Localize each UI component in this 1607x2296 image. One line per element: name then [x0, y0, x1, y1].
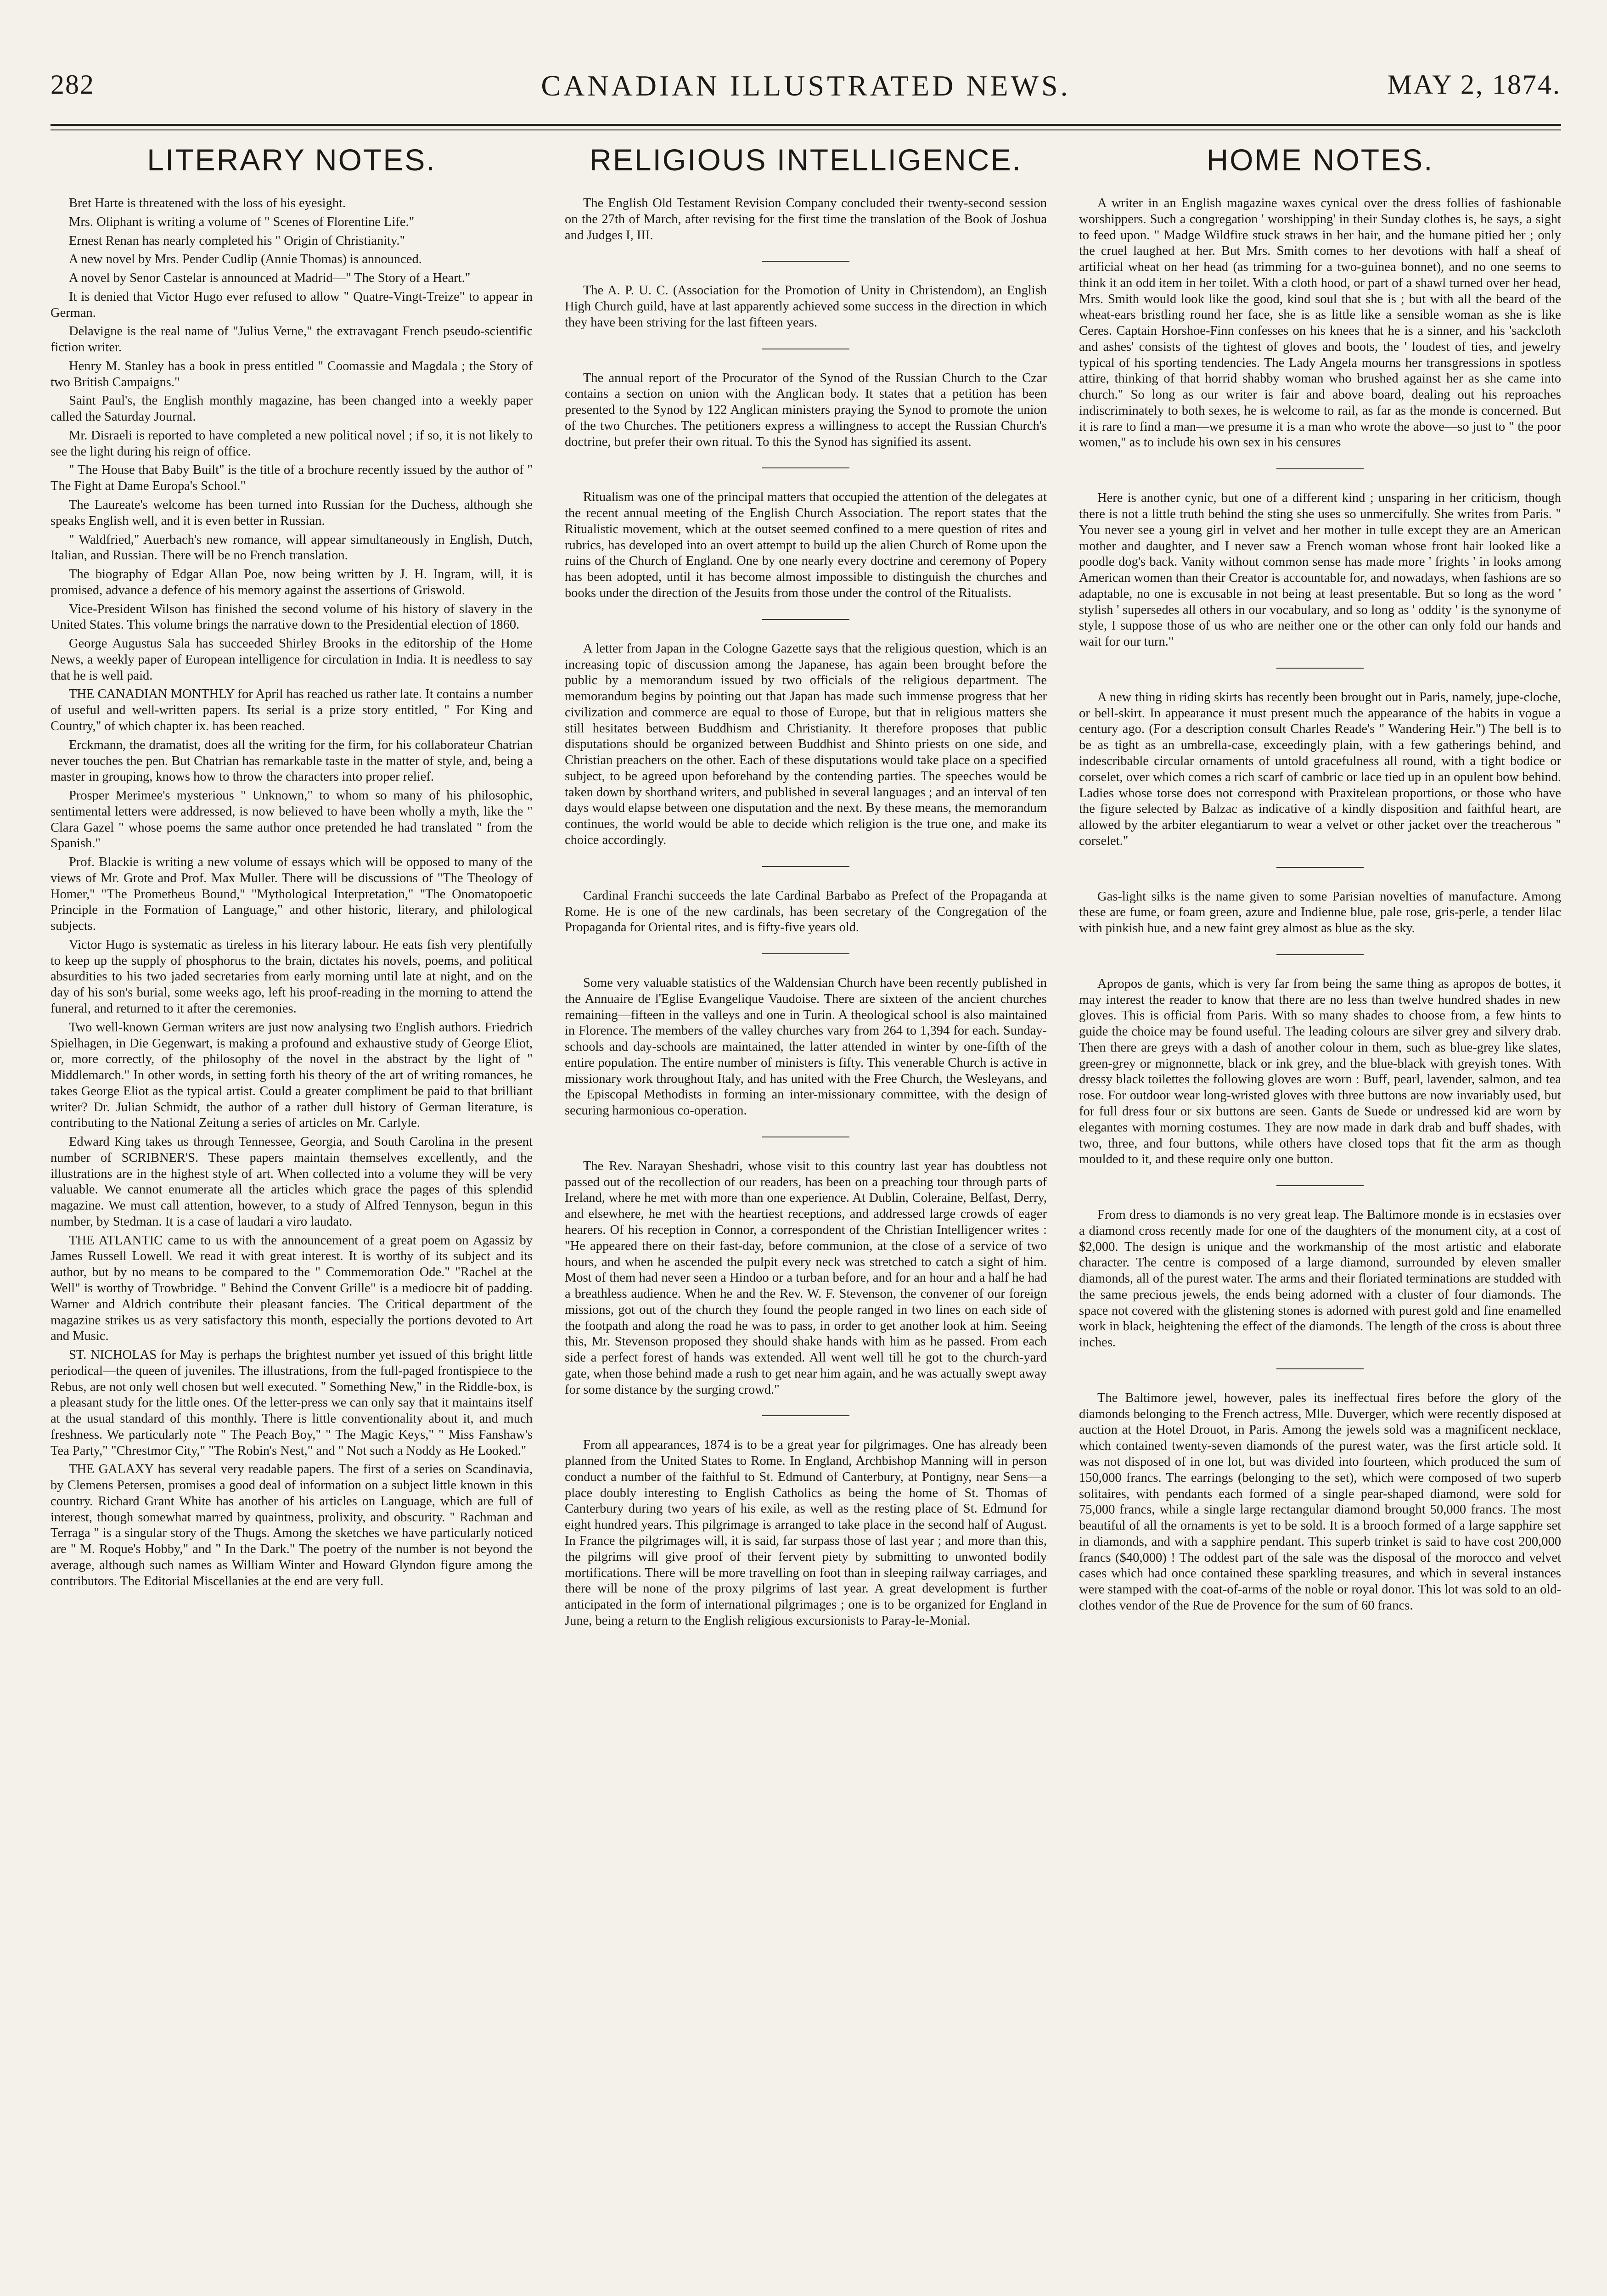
article-paragraph: Vice-President Wilson has finished the second volume of his history of slavery in the United States. This volume brings the narrative down to the Presidential election of 1860. [51, 602, 533, 632]
article-separator [762, 619, 849, 620]
literary-notes-body [51, 196, 533, 1590]
article-paragraph: The Baltimore jewel, however, pales its ineffectual fires before the glory of the diamonds belonging to the French actress, Mlle. Duverger, which were recently disposed at auction at the Hotel Drouot, in Paris. Among the jewels sold was a magnificent necklace, which contained twenty-seven diamonds of the purest water, was the first article sold. It was not disposed of in one lot, but was divided into fourteen, which produced the sum of 150,000 francs. The earrings (belonging to the set), which were composed of two superb solitaires, with pendants each formed of a single pear-shaped diamond, were sold for 75,000 francs, while a single large rectangular diamond brought 50,000 francs. The most beautiful of all the ornaments is yet to be sold. It is a brooch formed of a large sapphire set in diamonds, and with a sapphire pendant. This superb trinket is said to have cost 200,000 francs ($40,000) ! The oddest part of the sale was the disposal of the morocco and velvet cases which had once contained these sparkling treasures, and which in several instances were stamped with the coat-of-arms of the noble or royal donor. This lot was sold to an old-clothes vendor of the Rue de Provence for the sum of 60 francs. [1079, 1390, 1561, 1613]
article-separator [1276, 954, 1364, 955]
article-paragraph: Edward King takes us through Tennessee, Georgia, and South Carolina in the present number of SCRIBNER'S. These papers maintain themselves excellently, and the illustrations are in the highest style of art. When collected into a volume they will be very valuable. We cannot enumerate all the articles which grace the pages of this splendid magazine. We must call attention, however, to a study of Alfred Tennyson, begun in this number, by Stedman. It is a case of laudari a viro laudato. [51, 1135, 533, 1229]
article-paragraph: Victor Hugo is systematic as tireless in his literary labour. He eats fish very plentifully to keep up the supply of phosphorus to the brain, dictates his novels, poems, and political absurdities to his two jaded secretaries from early morning until late at night, and on the day of his son's burial, some weeks ago, left his proof-reading in the morning to attend the funeral, and returned to it after the ceremonies. [51, 937, 533, 1016]
article-separator [762, 1415, 849, 1416]
article-separator [1276, 1185, 1364, 1186]
article-separator [762, 866, 849, 867]
article-paragraph: THE ATLANTIC came to us with the announcement of a great poem on Agassiz by James Russell Lowell. We read it with great interest. It is worthy of its subject and its author, but by no means to be compared to the " Commemoration Ode." "Rachel at the Well" is worthy of Trowbridge. " Behind the Convent Grille" is a mediocre bit of padding. Warner and Aldrich contribute their pleasant fancies. The Critical department of the magazine strikes us as very satisfactory this month, especially the portions devoted to Art and Music. [51, 1233, 533, 1344]
article-separator [762, 953, 849, 954]
article-paragraph: Prosper Merimee's mysterious " Unknown," to whom so many of his philosophic, sentimental letters were addressed, is now believed to have been wholly a myth, like the " Clara Gazel " whose poems the same author once pretended he had translated " from the Spanish." [51, 788, 533, 851]
article-separator [762, 261, 849, 262]
article-separator [1276, 468, 1364, 469]
article-paragraph: Bret Harte is threatened with the loss of his eyesight. [69, 196, 346, 210]
article-columns [51, 138, 1561, 2264]
article-paragraph: Some very valuable statistics of the Waldensian Church have been recently published in the Annuaire de l'Eglise Evangelique Vaudoise. There are sixteen of the ancient churches remaining—fifteen in the valleys and one in Turin. A theological school is also maintained in Florence. The members of the valley churches vary from 264 to 1,394 for each. Sunday-schools and day-schools are maintained, the latter attended in winter by one-fifth of the entire population. The entire number of ministers is fifty. This venerable Church is active in missionary work throughout Italy, and has united with the Free Church, the Wesleyans, and the Episcopal Methodists in forming an inter-missionary committee, with the design of securing harmonious co-operation. [565, 976, 1047, 1118]
article-paragraph: THE CANADIAN MONTHLY for April has reached us rather late. It contains a number of useful and well-written papers. Its serial is a prize story entitled, " For King and Country," of which chapter ix. has been reached. [51, 687, 533, 733]
literary-notes-heading: LITERARY NOTES. [147, 143, 436, 177]
article-separator [1276, 1368, 1364, 1369]
newspaper-title: CANADIAN ILLUSTRATED NEWS. [541, 69, 1071, 102]
article-separator [762, 467, 849, 468]
article-paragraph: Prof. Blackie is writing a new volume of essays which will be opposed to many of the views of Mr. Grote and Prof. Max Muller. There will be discussions of "The Theology of Homer," "The Prometheus Bound," "Mythological Interpretation," "The Onomatopoetic Principle in the Formation of Language," and other historic, literary, and philological subjects. [51, 855, 533, 934]
article-paragraph: A new thing in riding skirts has recently been brought out in Paris, namely, jupe-cloche, or bell-skirt. In appearance it must present much the appearance of the habits in vogue a century ago. (For a description consult Charles Reade's " Wandering Heir.") The bell is to be as tight as an umbrella-case, exceedingly plain, with a few gatherings behind, and indescribable circular ornaments of untold gracefulness all round, with a tight bodice or corselet, over which comes a rich scarf of cambric or lace tied up in an opulent bow behind. Ladies whose torse does not correspond with Praxitelean proportions, or those who have the figure selected by Balzac as indicative of a kindly disposition and faithful heart, are allowed by the arbiter elegantiarum to wear a velvet or other jacket over the treacherous " corselet." [1079, 690, 1561, 848]
home-notes-body [1079, 196, 1561, 1614]
article-paragraph: Apropos de gants, which is very far from being the same thing as apropos de bottes, it may interest the reader to know that there are no less than twelve hundred shades in new gloves. This is official from Paris. With so many shades to choose from, a few hints to guide the choice may be found useful. The leading colours are silver grey and silvery drab. Then there are greys with a dash of another colour in them, such as blue-grey like slates, green-grey or mignonnette, black or ink grey, and the blue-black with greyish tones. With dressy black toilettes the following gloves are worn : Buff, pearl, lavender, salmon, and tea rose. For outdoor wear long-wristed gloves with three buttons are now invariably used, but for full dress four or six buttons are seen. Gants de Suede or undressed kid are worn by elegantes with morning costumes. They are now made in dark drab and buff shades, with two, three, and four buttons, while others have closed tops that fit the arm as though moulded to it, and these require only one button. [1079, 976, 1561, 1167]
home-notes-column [1079, 138, 1561, 2264]
religious-intelligence-column [565, 138, 1047, 2264]
article-paragraph: The biography of Edgar Allan Poe, now being written by J. H. Ingram, will, it is promised, advance a defence of his memory against the assertions of Griswold. [51, 567, 533, 597]
article-paragraph: The Laureate's welcome has been turned into Russian for the Duchess, although she speaks English well, and it is even better in Russian. [51, 498, 533, 528]
article-paragraph: ST. NICHOLAS for May is perhaps the brightest number yet issued of this bright little periodical—the queen of juveniles. The illustrations, from the full-paged frontispiece to the Rebus, are not only well chosen but well executed. " Something New," in the Riddle-box, is a pleasant study for the little ones. Of the letter-press we can only say that it maintains itself at the usual standard of this monthly. There is little conventionality about it, and much freshness. We particularly note " The Peach Boy," " The Magic Keys," " Miss Fanshaw's Tea Party," "Chrestmor City," "The Robin's Nest," and " Not such a Noddy as He Looked." [51, 1348, 533, 1458]
article-paragraph: Ritualism was one of the principal matters that occupied the attention of the delegates at the recent annual meeting of the English Church Association. The report states that the Ritualistic movement, which at the outset seemed confined to a mere question of rites and rubrics, has developed into an overt attempt to build up the alien Church of Rome upon the ruins of the Church of England. One by one nearly every doctrine and ceremony of Popery has been adopted, until it has become almost impossible to distinguish the churches and books under the direction of the Jesuits from those under the control of the Ritualists. [565, 490, 1047, 601]
newspaper-page [51, 60, 1561, 2264]
article-paragraph: THE GALAXY has several very readable papers. The first of a series on Scandinavia, by Clemens Petersen, promises a good deal of information on a subject little known in this country. Richard Grant White has another of his articles on Language, which are full of interest, though somewhat marred by quaintness, prolixity, and obscurity. " Rachman and Terraga " is a singular story of the Thugs. Among the sketches we have particularly noticed are " M. Roque's Hobby," and " In the Dark." The poetry of the number is not beyond the average, although such names as William Winter and Howard Glyndon figure among the contributors. The Editorial Miscellanies at the end are very full. [51, 1462, 533, 1588]
article-paragraph: The A. P. U. C. (Association for the Promotion of Unity in Christendom), an English High Church guild, have at last apparently achieved some success in the direction in which they have been striving for the last fifteen years. [565, 283, 1047, 330]
page-number: 282 [51, 69, 95, 100]
article-paragraph: From dress to diamonds is no very great leap. The Baltimore monde is in ecstasies over a diamond cross recently made for one of the daughters of the monument city, at a cost of $2,000. The design is unique and the workmanship of the most artistic and elaborate character. The centre is composed of a large diamond, surrounded by eleven smaller diamonds, all of the purest water. The arms and their floriated terminations are studded with the same precious jewels, the ends being adorned with a cluster of four diamonds. The space not covered with the glistening stones is adorned with purest gold and fine enamelled work in black, heightening the effect of the diamonds. The length of the cross is about three inches. [1079, 1208, 1561, 1350]
article-paragraph: Cardinal Franchi succeeds the late Cardinal Barbabo as Prefect of the Propaganda at Rome. He is one of the new cardinals, has been secretary of the Congregation of the Propaganda for Oriental rites, and is fifty-five years old. [565, 888, 1047, 935]
article-paragraph: A new novel by Mrs. Pender Cudlip (Annie Thomas) is announced. [69, 252, 422, 267]
article-paragraph: A writer in an English magazine waxes cynical over the dress follies of fashionable worshippers. Such a congregation ' worshipping' in their Sunday clothes is, he says, a sight to feed upon. " Madge Wildfire stuck straws in her hair, and the humane pitied her ; only the cruel laughed at her. But Mrs. Smith comes to her devotions with half a sheaf of artificial wheat on her head (as trimming for a two-guinea bonnet), and no one seems to think it an odd item in her toilet. With a cloth hood, or part of a shawl turned over her head, Mrs. Smith would look like the good, kind soul that she is ; but with all the beard of the wheat-ears bristling round her face, she is as little like a sensible woman as she is like Ceres. Captain Horshoe-Finn confesses on his knees that he is a sinner, and his 'sackcloth and ashes' consists of the tightest of gloves and boots, the ' loudest of ties, and jewelry typical of his sporting tendencies. The Lady Angela mourns her transgressions in spotless attire, thinking of that horrid shabby woman who brushed against her as she came into church." So long as our writer is fair and above board, dealing out his reproaches indiscriminately to both sexes, he is welcome to rail, as far as the monde is concerned. But it is rare to find a man—we presume it is a man who wrote the above—so just to " the poor women," as to include his own sex in his censures [1079, 196, 1561, 450]
article-paragraph: Delavigne is the real name of "Julius Verne," the extravagant French pseudo-scientific fiction writer. [51, 324, 533, 355]
home-notes-heading: HOME NOTES. [1206, 143, 1434, 177]
article-paragraph: The annual report of the Procurator of the Synod of the Russian Church to the Czar contains a section on union with the Anglican body. It states that a petition has been presented to the Synod by 122 Anglican ministers praying the Synod to promote the union of the two Churches. The petitioners express a willingness to accept the Russian Church's doctrine, but prefer their own ritual. To this the Synod has signified its assent. [565, 371, 1047, 449]
article-paragraph: It is denied that Victor Hugo ever refused to allow " Quatre-Vingt-Treize" to appear in German. [51, 289, 533, 320]
article-paragraph: Two well-known German writers are just now analysing two English authors. Friedrich Spielhagen, in Die Gegenwart, is making a profound and exhaustive study of George Eliot, or, more correctly, of the philosophy of the novel in the abstract by the light of " Middlemarch." In other words, in setting forth his theory of the art of writing romances, he takes George Eliot as the typical artist. Could a greater compliment be paid to that brilliant writer? Dr. Julian Schmidt, the author of a rather dull history of German literature, is contributing to the National Zeitung a series of articles on Mr. Carlyle. [51, 1020, 533, 1131]
religious-intelligence-body [565, 196, 1047, 1629]
article-paragraph: Ernest Renan has nearly completed his " Origin of Christianity." [69, 233, 405, 248]
article-paragraph: A letter from Japan in the Cologne Gazette says that the religious question, which is an increasing topic of discussion among the Japanese, has again been brought before the public by a memorandum issued by two officials of the religious department. The memorandum begins by pointing out that Japan has made such immense progress that her civilization and commerce are equal to those of Europe, but that in religious matters she still hesitates between Buddhism and Christianity. It therefore proposes that public disputations should be organized between Buddhist and Shinto priests on one side, and Christian preachers on the other. Each of these disputations would take place on a specified subject, to be agreed upon beforehand by the contending parties. The speeches would be taken down by shorthand writers, and published in several languages ; and an interval of ten days would elapse between one disputation and the next. By these means, the memorandum continues, the world would be able to decide which religion is the true one, and make its choice accordingly. [565, 641, 1047, 847]
article-paragraph: " Waldfried," Auerbach's new romance, will appear simultaneously in English, Dutch, Italian, and Russian. There will be no French translation. [51, 532, 533, 563]
literary-notes-column [51, 138, 533, 2264]
article-separator [1276, 668, 1364, 669]
article-paragraph: Henry M. Stanley has a book in press entitled " Coomassie and Magdala ; the Story of two British Campaigns." [51, 359, 533, 389]
article-paragraph: From all appearances, 1874 is to be a great year for pilgrimages. One has already been planned from the United States to Rome. In England, Archbishop Manning will in person conduct a number of the faithful to St. Edmund of Canterbury, at Pontigny, near Sens—a place doubly interesting to English Catholics as being the home of St. Thomas of Canterbury during two years of his exile, as well as the resting place of St. Edmund for eight hundred years. This pilgrimage is arranged to take place in the second half of August. In France the pilgrimages will, it is said, far surpass those of last year ; and more than this, the pilgrims will give proof of their fervent piety by submitting to unwonted bodily mortifications. There will be more travelling on foot than in sleeping railway carriages, and there will be none of the proxy pilgrims of last year. A great development is further anticipated in the form of international pilgrimages ; one is to be organized for England in June, being a return to the English religious excursionists to Paray-le-Monial. [565, 1438, 1047, 1628]
article-paragraph: George Augustus Sala has succeeded Shirley Brooks in the editorship of the Home News, a weekly paper of European intelligence for circulation in India. It is needless to say that he is well paid. [51, 636, 533, 683]
article-paragraph: " The House that Baby Built" is the title of a brochure recently issued by the author of " The Fight at Dame Europa's School." [51, 463, 533, 494]
header-rule [51, 129, 1561, 130]
article-paragraph: A novel by Senor Castelar is announced at Madrid—" The Story of a Heart." [69, 271, 471, 286]
masthead [51, 60, 1561, 126]
article-paragraph: Mr. Disraeli is reported to have completed a new political novel ; if so, it is not likely to see the light during his reign of office. [51, 428, 533, 459]
article-paragraph: The English Old Testament Revision Company concluded their twenty-second session on the 27th of March, after revising for the first time the translation of the Book of Joshua and Judges I, III. [565, 196, 1047, 242]
issue-date: MAY 2, 1874. [1387, 69, 1561, 100]
article-separator [1276, 867, 1364, 868]
article-paragraph: Erckmann, the dramatist, does all the writing for the firm, for his collaborateur Chatrian never touches the pen. But Chatrian has remarkable taste in the matter of style, and, being a master in grouping, knows how to throw the characters into proper relief. [51, 737, 533, 784]
article-paragraph: The Rev. Narayan Sheshadri, whose visit to this country last year has doubtless not passed out of the recollection of our readers, has been on a preaching tour through parts of Ireland, where he met with more than one experience. At Dublin, Coleraine, Belfast, Derry, and elsewhere, he met with the heartiest receptions, and addressed large crowds of eager hearers. Of his reception in Connor, a correspondent of the Christian Intelligencer writes : "He appeared there on their fast-day, before communion, at the close of a service of two hours, and when he ascended the pulpit every neck was stretched to catch a sight of him. Most of them had never seen a Hindoo or a turban before, and for an hour and a half he had a breathless audience. When he and the Rev. W. F. Stevenson, the convener of our foreign missions, got out of the church they found the people ranged in two lines on each side of the footpath and along the road he was to pass, in order to get another look at him. Seeing this, Mr. Stevenson proposed they should shake hands with him as he passed. From each side a perfect forest of hands was extended. All went well till he got to the church-yard gate, when those behind made a rush to get near him again, and he was actually swept away for some distance by the surging crowd." [565, 1159, 1047, 1397]
article-paragraph: Here is another cynic, but one of a different kind ; unsparing in her criticism, though there is not a little truth behind the sting she uses so unmercifully. She writes from Paris. " You never see a young girl in velvet and her mother in tulle except they are an American mother and daughter, and I never saw a French woman whose front hair looked like a poodle dog's back. Vanity without common sense has made more ' frights ' in looks among American women than their Creator is accountable for, and nowadays, when fashions are so adaptable, no one is excusable in not being at least presentable. But so long as the word ' stylish ' supersedes all others in our vocabulary, and so long as ' oddity ' is the synonyme of style, I suppose those of us who are neither one or the other can only fold our hands and wait for our turn." [1079, 491, 1561, 649]
religious-intelligence-heading: RELIGIOUS INTELLIGENCE. [590, 143, 1022, 177]
article-paragraph: Saint Paul's, the English monthly magazine, has been changed into a weekly paper called the Saturday Journal. [51, 394, 533, 424]
article-paragraph: Gas-light silks is the name given to some Parisian novelties of manufacture. Among these are fume, or foam green, azure and Indienne blue, pale rose, gris-perle, a tender lilac with pinkish hue, and a new faint grey almost as blue as the sky. [1079, 889, 1561, 936]
article-paragraph: Mrs. Oliphant is writing a volume of " Scenes of Florentine Life." [69, 214, 415, 229]
